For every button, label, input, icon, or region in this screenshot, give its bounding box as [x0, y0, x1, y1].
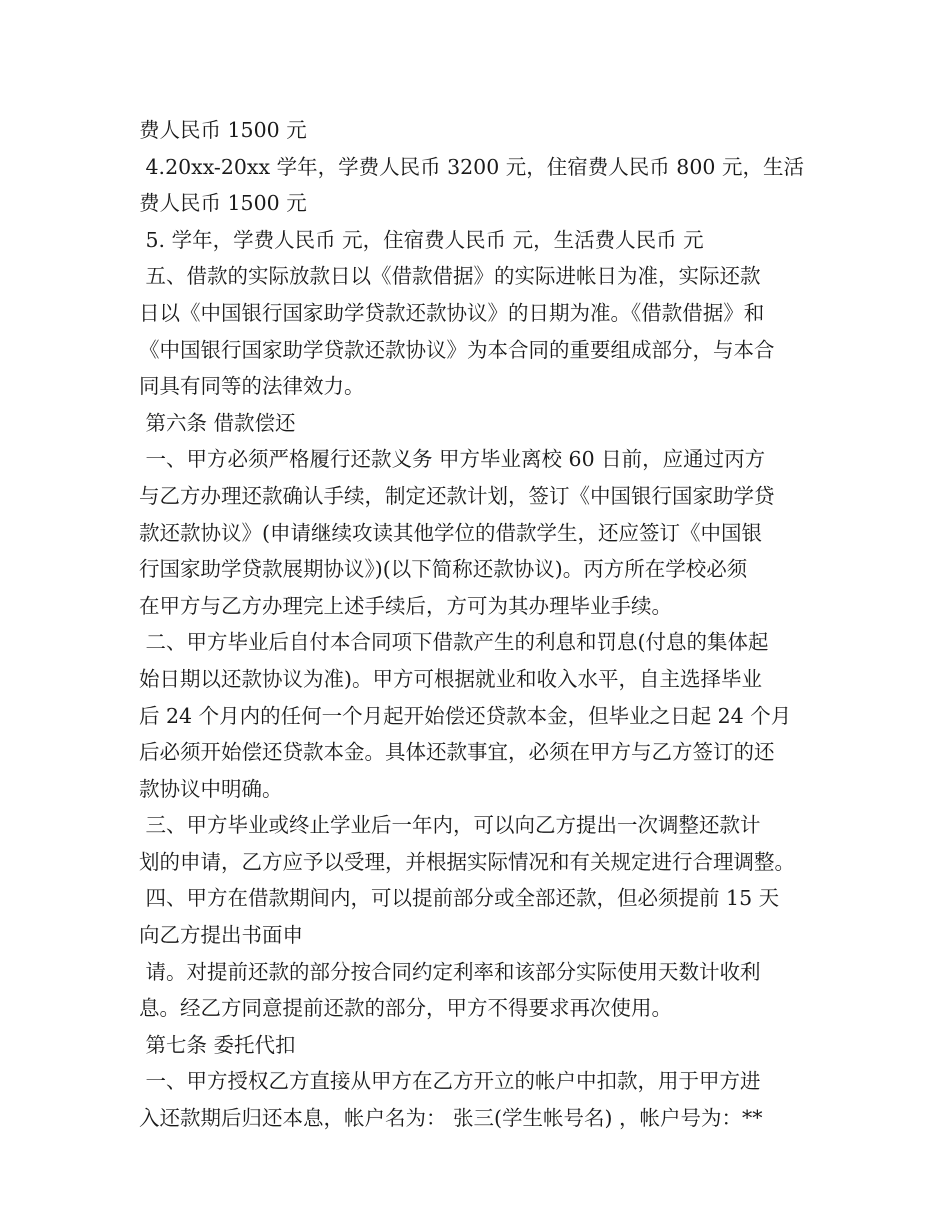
- text-line: 行国家助学贷款展期协议》)(以下简称还款协议)。丙方所在学校必须: [139, 557, 748, 582]
- text-line: 5. 学年，学费人民币 元，住宿费人民币 元，生活费人民币 元: [139, 227, 704, 252]
- text-line: 二、甲方毕业后自付本合同项下借款产生的利息和罚息(付息的集体起: [139, 630, 769, 655]
- text-line: 款协议中明确。: [139, 776, 283, 801]
- text-line: 一、甲方授权乙方直接从甲方在乙方开立的帐户中扣款，用于甲方进: [139, 1069, 761, 1094]
- text-line: 《中国银行国家助学贷款还款协议》为本合同的重要组成部分，与本合: [139, 337, 775, 362]
- text-line: 息。经乙方同意提前还款的部分，甲方不得要求再次使用。: [139, 996, 672, 1021]
- text-line: 向乙方提出书面申: [139, 923, 303, 948]
- text-line: 同具有同等的法律效力。: [139, 374, 365, 399]
- text-line: 与乙方办理还款确认手续，制定还款计划，签订《中国银行国家助学贷: [139, 483, 775, 508]
- text-line: 始日期以还款协议为准)。甲方可根据就业和收入水平，自主选择毕业: [139, 666, 762, 691]
- text-line: 第六条 借款偿还: [139, 410, 296, 435]
- text-line: 4.20xx-20xx 学年，学费人民币 3200 元，住宿费人民币 800 元，生活: [139, 154, 804, 179]
- text-line: 后必须开始偿还贷款本金。具体还款事宜，必须在甲方与乙方签订的还: [139, 740, 775, 765]
- text-line: 三、甲方毕业或终止学业后一年内，可以向乙方提出一次调整还款计: [139, 813, 761, 838]
- text-line: 在甲方与乙方办理完上述手续后，方可为其办理毕业手续。: [139, 593, 672, 618]
- text-line: 后 24 个月内的任何一个月起开始偿还贷款本金，但毕业之日起 24 个月: [139, 703, 792, 728]
- text-line: 日以《中国银行国家助学贷款还款协议》的日期为准。《借款借据》和: [139, 300, 765, 325]
- text-line: 入还款期后归还本息，帐户名为： 张三(学生帐号名) ，帐户号为：**: [139, 1106, 763, 1131]
- text-line: 费人民币 1500 元: [139, 191, 307, 216]
- document-body: [139, 112, 829, 1137]
- text-line: 费人民币 1500 元: [139, 118, 307, 142]
- text-line: 第七条 委托代扣: [139, 1032, 296, 1057]
- text-line: 请。对提前还款的部分按合同约定利率和该部分实际使用天数计收利: [139, 959, 761, 984]
- text-line: 划的申请，乙方应予以受理，并根据实际情况和有关规定进行合理调整。: [139, 849, 795, 874]
- text-line: 五、借款的实际放款日以《借款借据》的实际进帐日为准，实际还款: [139, 264, 761, 289]
- text-line: 一、甲方必须严格履行还款义务 甲方毕业离校 60 日前，应通过丙方: [139, 447, 766, 472]
- text-line: 款还款协议》(申请继续攻读其他学位的借款学生，还应签订《中国银: [139, 520, 762, 545]
- text-line: 四、甲方在借款期间内，可以提前部分或全部还款，但必须提前 15 天: [139, 886, 780, 911]
